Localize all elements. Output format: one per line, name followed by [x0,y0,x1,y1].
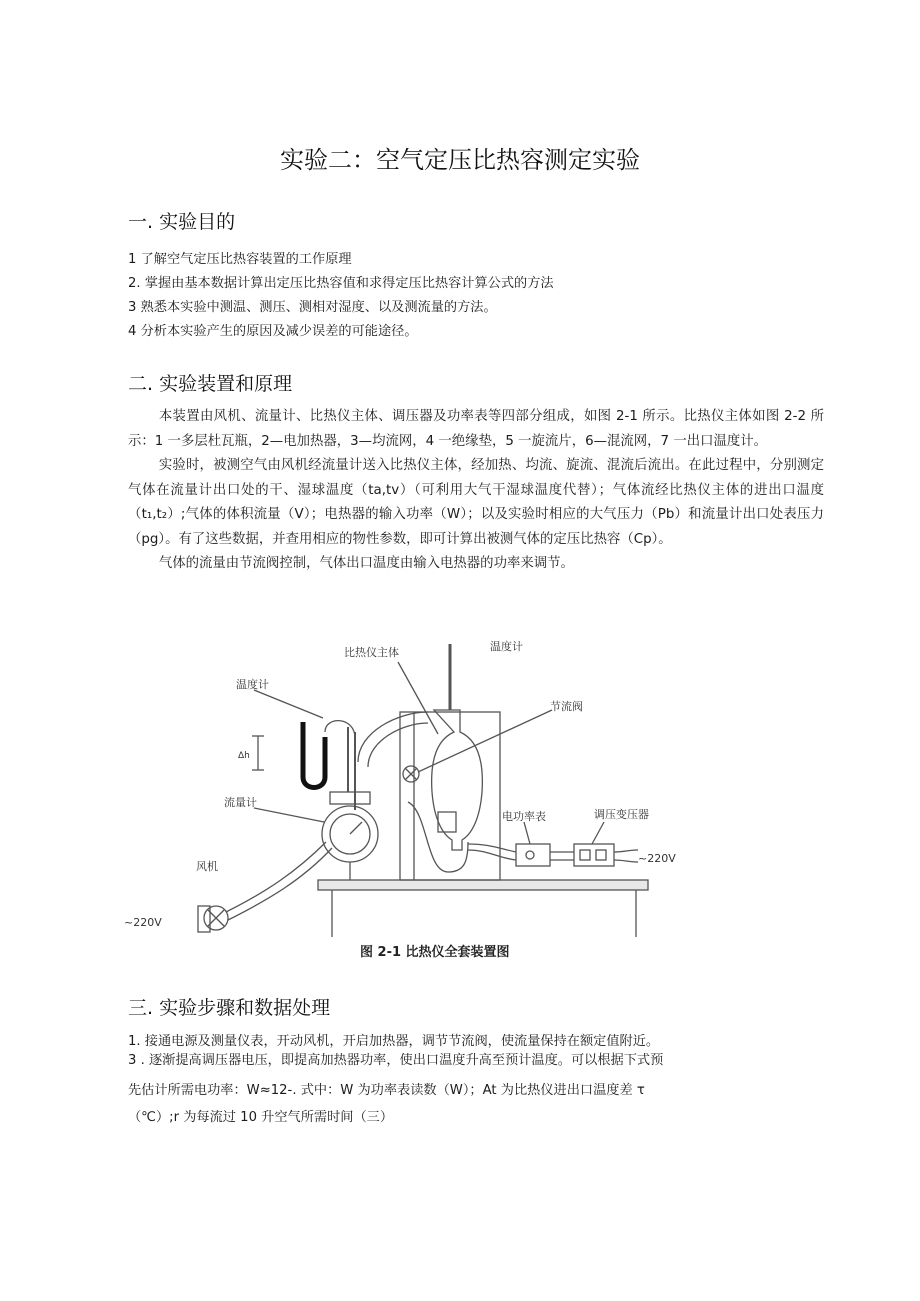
apparatus-figure [118,632,698,972]
label-thermometer-left: 温度计 [236,678,269,691]
section-heading-procedure: 三. 实验步骤和数据处理 [128,997,331,1019]
table-top [318,880,648,890]
objective-item: 1 了解空气定压比热容装置的工作原理 [128,252,352,267]
apparatus-description [128,405,824,577]
u-tube-manometer [303,722,325,788]
procedure-line: 1. 接通电源及测量仪表，开动风机，开启加热器，调节节流阀，使流量保持在额定值附近。 [128,1034,660,1049]
paragraph: 气体的流量由节流阀控制，气体出口温度由输入电热器的功率来调节。 [158,556,574,571]
label-220v-right: ~220V [638,852,676,865]
objective-item: 2. 掌握由基本数据计算出定压比热容值和求得定压比热容计算公式的方法 [128,276,554,291]
paragraph: 本装置由风机、流量计、比热仪主体、调压器及功率表等四部分组成，如图 2-1 所示。比热仪主体如图 2-2 所示：1 一多层杜瓦瓶，2—电加热器，3—均流网，4 一绝缘垫，5 一旋流片，6—混流网，7 一出口温度计。 [128,409,824,449]
objective-item: 3 熟悉本实验中测温、测压、测相对湿度、以及测流量的方法。 [128,300,497,315]
label-main-body: 比热仪主体 [344,646,399,659]
page-title: 实验二：空气定压比热容测定实验 [280,146,640,174]
paragraph: 实验时，被测空气由风机经流量计送入比热仪主体，经加热、均流、旋流、混流后流出。在此过程中，分别测定气体在流量计出口处的干、湿球温度（ta,tv）（可利用大气干湿球温度代替）；气体流经比热仪主体的进出口温度（t₁,t₂）;气体的体积流量（V）；电热器的输入功率（W）；以及实验时相应的大气压力（Pb）和流量计出口处表压力（pg）。有了这些数据，并查用相应的物性参数，即可计算出被测气体的定压比热容（Cp）。 [128,458,824,547]
label-thermometer-top: 温度计 [490,640,523,653]
label-dh: Δh [238,751,250,761]
label-transformer: 调压变压器 [594,808,649,821]
figure-caption: 图 2-1 比热仪全套装置图 [360,945,510,960]
label-fan: 风机 [196,860,218,873]
label-flowmeter: 流量计 [224,796,257,809]
label-220v-left: ~220V [124,916,162,929]
procedure-line: 3 . 逐渐提高调压器电压，即提高加热器功率，使出口温度升高至预计温度。可以根据下式预 [128,1053,664,1068]
objective-item: 4 分析本实验产生的原因及减少误差的可能途径。 [128,324,418,339]
procedure-line: （℃）;r 为每流过 10 升空气所需时间（三） [128,1110,394,1125]
dewar-flask [432,710,483,850]
section-heading-objectives: 一. 实验目的 [128,211,236,233]
label-power-meter: 电功率表 [502,810,546,823]
label-throttle-valve: 节流阀 [550,700,583,713]
section-heading-apparatus: 二. 实验装置和原理 [128,373,293,395]
procedure-line: 先估计所需电功率：W≈12-. 式中：W 为功率表读数（W）；At 为比热仪进出口温度差 τ [128,1083,645,1098]
apparatus-diagram [118,632,698,972]
power-meter [516,844,550,866]
